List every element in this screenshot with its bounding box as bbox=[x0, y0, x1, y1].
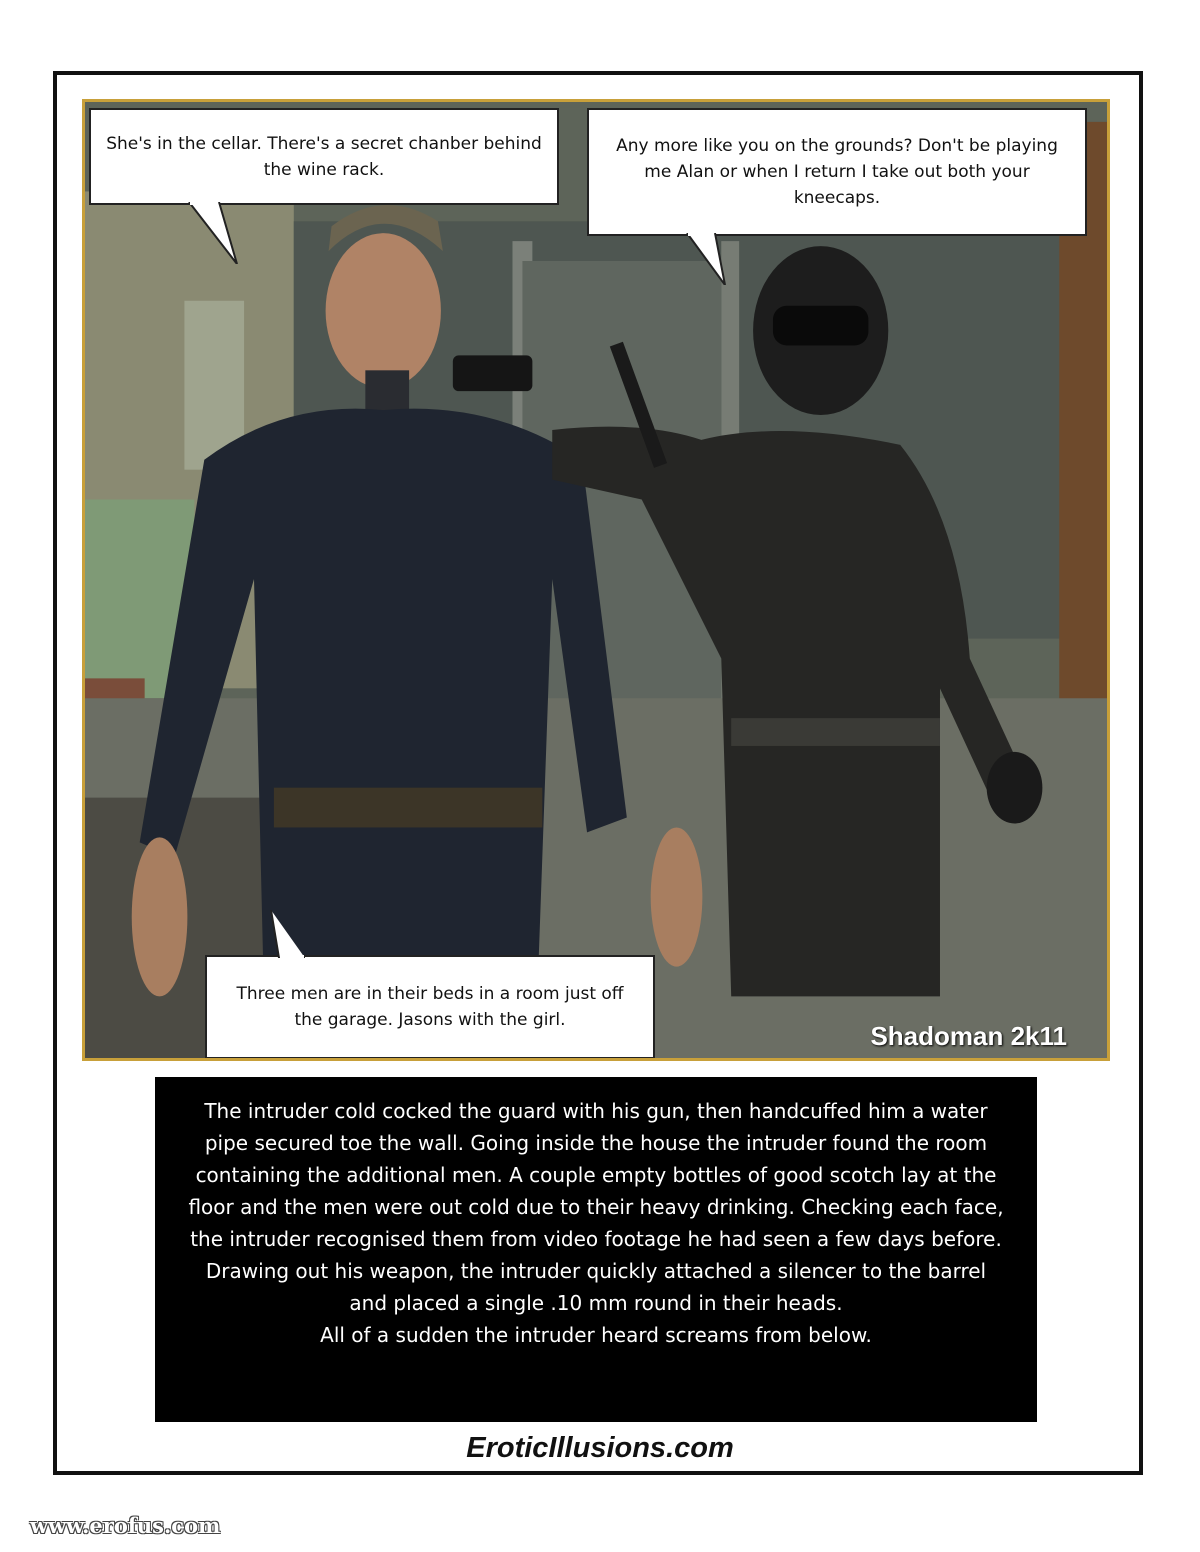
comic-panel bbox=[82, 99, 1110, 1061]
artist-signature: Shadoman 2k11 bbox=[870, 1021, 1067, 1051]
site-logo[interactable]: EroticIllusions.com bbox=[466, 1432, 734, 1464]
speech-bubble-guard-bottom-tail bbox=[269, 910, 309, 958]
watermark: www.erofus.com bbox=[30, 1513, 221, 1538]
speech-bubble-guard bbox=[89, 108, 559, 205]
speech-bubble-guard-bottom bbox=[205, 955, 655, 1059]
speech-bubble-guard-tail bbox=[185, 202, 245, 264]
speech-bubble-intruder bbox=[587, 108, 1087, 236]
speech-bubble-guard-text: She's in the cellar. There's a secret chanber behind the wine rack. bbox=[106, 133, 542, 180]
narration-caption: The intruder cold cocked the guard with his gun, then handcuffed him a water pipe secured toe the wall. Going inside the house the intruder found the room containing the additional men. A couple empty bottles of good scotch lay at the floor and the men were out cold due to their heavy drinking. Checking each face, the intruder recognised them from video footage he had seen a few days before. Drawing out his weapon, the intruder quickly attached a silencer to the barrel and placed a single .10 mm round in their heads. All of a sudden the intruder heard screams from below. bbox=[155, 1077, 1037, 1422]
speech-bubble-guard-bottom-text: Three men are in their beds in a room just off the garage. Jasons with the girl. bbox=[236, 984, 624, 1030]
speech-bubble-intruder-text: Any more like you on the grounds? Don't be playing me Alan or when I return I take out both your kneecaps. bbox=[616, 136, 1058, 208]
speech-bubble-intruder-tail bbox=[681, 233, 731, 285]
